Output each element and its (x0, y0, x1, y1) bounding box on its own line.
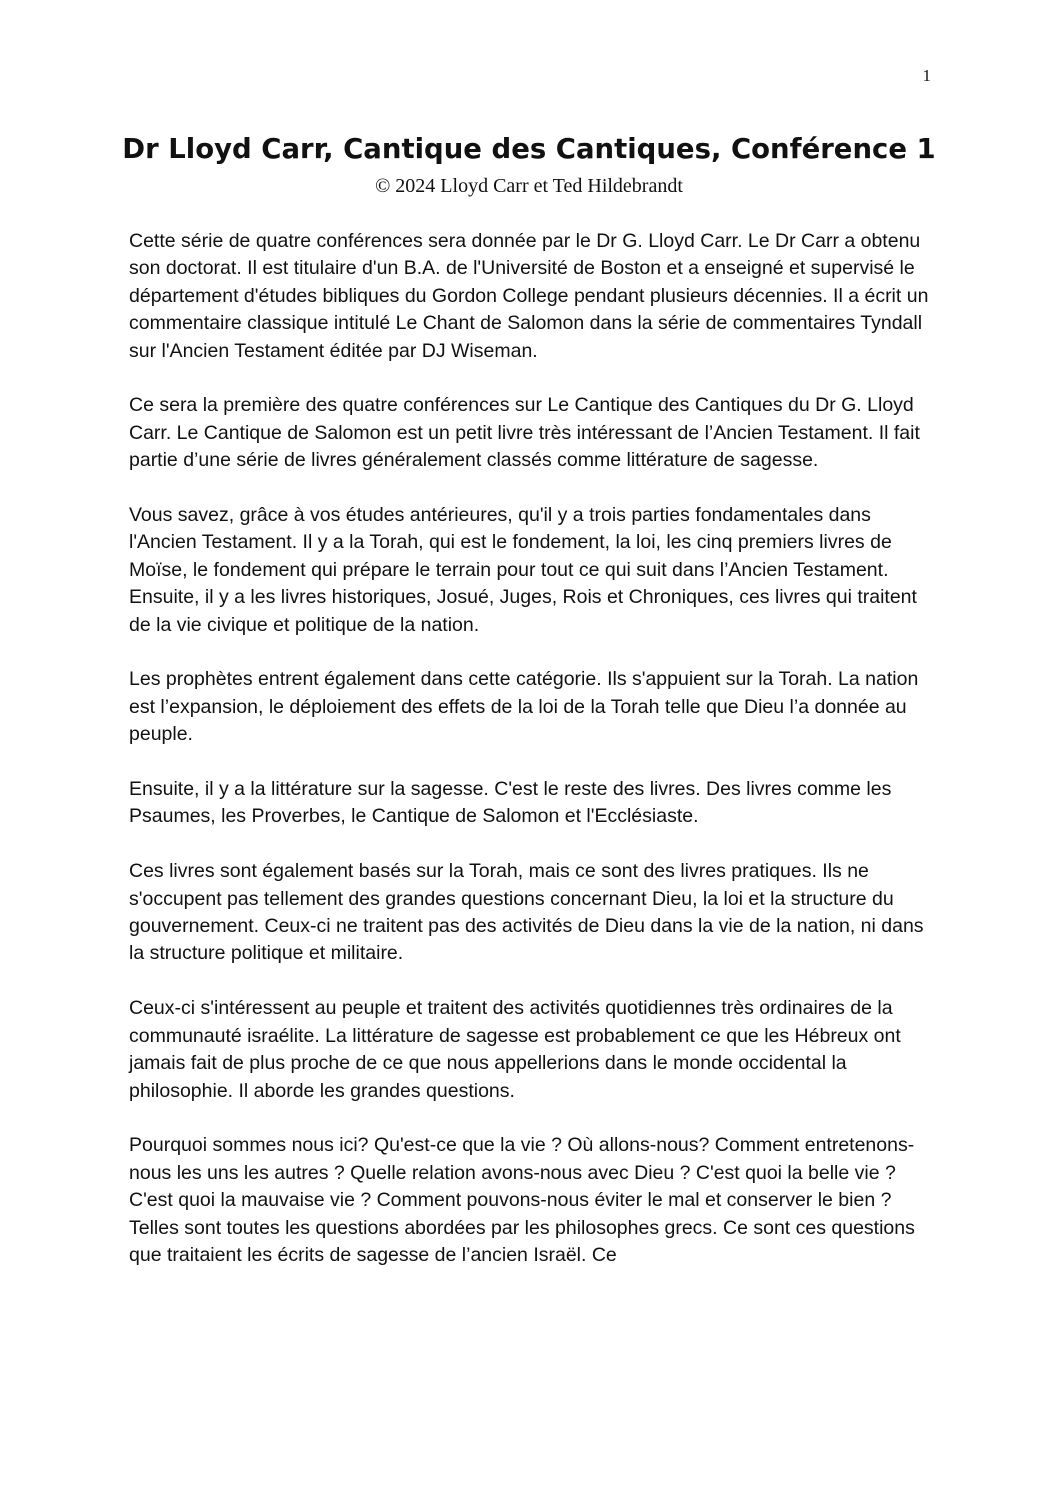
paragraph: Vous savez, grâce à vos études antérieures, qu'il y a trois parties fondamentales dans l'Ancien Testament. Il y a la Torah, qui est le fondement, la loi, les cinq premiers livres de Moïse, le fondement qui prépare le terrain pour tout ce qui suit dans l’Ancien Testament. Ensuite, il y a les livres historiques, Josué, Juges, Rois et Chroniques, ces livres qui traitent de la vie civique et politique de la nation. (129, 504, 917, 636)
paragraph: Pourquoi sommes nous ici? Qu'est-ce que la vie ? Où allons-nous? Comment entretenons-nous les uns les autres ? Quelle relation avons-nous avec Dieu ? C'est quoi la belle vie ? C'est quoi la mauvaise vie ? Comment pouvons-nous éviter le mal et conserver le bien ? Telles sont toutes les questions abordées par les philosophes grecs. Ce sont ces questions que traitaient les écrits de sagesse de l’ancien Israël. Ce (129, 1134, 915, 1266)
document-title: Dr Lloyd Carr, Cantique des Cantiques, Conférence 1 (122, 133, 936, 165)
document-body (129, 228, 929, 1297)
paragraph: Ces livres sont également basés sur la Torah, mais ce sont des livres pratiques. Ils ne s'occupent pas tellement des grandes questions concernant Dieu, la loi et la structure du gouvernement. Ceux-ci ne traitent pas des activités de Dieu dans la vie de la nation, ni dans la structure politique et militaire. (129, 860, 924, 965)
paragraph: Les prophètes entrent également dans cette catégorie. Ils s'appuient sur la Torah. La nation est l’expansion, le déploiement des effets de la loi de la Torah telle que Dieu l’a donnée au peuple. (129, 668, 919, 746)
paragraph: Cette série de quatre conférences sera donnée par le Dr G. Lloyd Carr. Le Dr Carr a obtenu son doctorat. Il est titulaire d'un B.A. de l'Université de Boston et a enseigné et supervisé le département d'études bibliques du Gordon College pendant plusieurs décennies. Il a écrit un commentaire classique intitulé Le Chant de Salomon dans la série de commentaires Tyndall sur l'Ancien Testament éditée par DJ Wiseman. (129, 230, 929, 362)
paragraph: Ensuite, il y a la littérature sur la sagesse. C'est le reste des livres. Des livres comme les Psaumes, les Proverbes, le Cantique de Salomon et l'Ecclésiaste. (129, 778, 892, 828)
page-number: 1 (922, 66, 931, 85)
paragraph: Ceux-ci s'intéressent au peuple et traitent des activités quotidiennes très ordinaires de la communauté israélite. La littérature de sagesse est probablement ce que les Hébreux ont jamais fait de plus proche de ce que nous appellerions dans le monde occidental la philosophie. Il aborde les grandes questions. (129, 997, 901, 1102)
paragraph: Ce sera la première des quatre conférences sur Le Cantique des Cantiques du Dr G. Lloyd Carr. Le Cantique de Salomon est un petit livre très intéressant de l’Ancien Testament. Il fait partie d’une série de livres généralement classés comme littérature de sagesse. (129, 394, 920, 472)
copyright-line: © 2024 Lloyd Carr et Ted Hildebrandt (375, 175, 683, 197)
